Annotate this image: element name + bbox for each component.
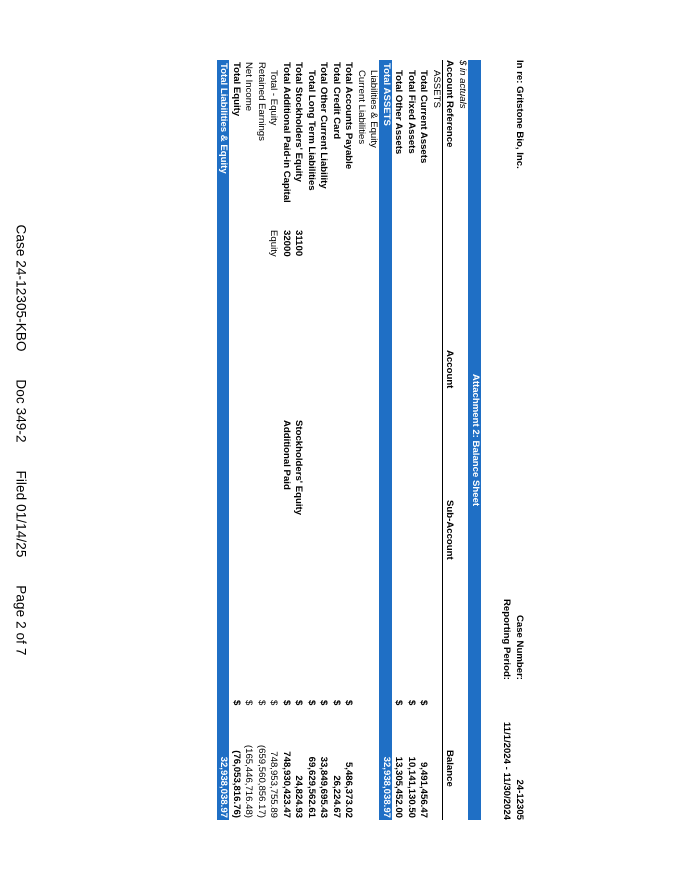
row-label: Total Credit Card: [331, 62, 342, 140]
row-label: Total Additional Paid-in Capital: [281, 62, 292, 203]
currency-symbol: $: [343, 700, 355, 706]
table-row: [367, 60, 380, 820]
currency-symbol: $: [406, 700, 417, 706]
court-filing-header: [6, 224, 36, 656]
row-label: Liabilities & Equity: [368, 70, 380, 148]
reporting-period-label: Reporting Period:: [501, 598, 513, 680]
table-row: [242, 60, 255, 820]
row-label: Total Long Term Liabilities: [306, 70, 317, 191]
row-label: Net Income: [243, 62, 255, 112]
currency-symbol: $: [306, 700, 317, 706]
units-note: $ in actuals: [457, 60, 468, 109]
balance-sheet-page: [215, 60, 525, 820]
row-account: 31100: [293, 230, 305, 257]
case-id: Case 24-12305-KBO: [13, 224, 29, 352]
table-row: [405, 60, 418, 820]
table-row: [255, 60, 268, 820]
row-balance: 24,824.93: [293, 775, 305, 818]
row-label: Total Fixed Assets: [406, 70, 417, 154]
row-label: Total Stockholders' Equity: [293, 62, 305, 182]
table-row: [230, 60, 243, 820]
currency-symbol: $: [231, 700, 242, 706]
row-label: Total Accounts Payable: [343, 62, 355, 170]
row-balance: 13,305,452.00: [393, 756, 405, 818]
currency-symbol: $: [293, 700, 305, 706]
row-label: Total ASSETS: [381, 63, 392, 126]
table-row: [380, 60, 393, 820]
row-label: Total Other Assets: [393, 70, 405, 155]
row-label: Retained Earnings: [256, 62, 267, 141]
currency-symbol: $: [243, 700, 255, 706]
row-account: Equity: [268, 230, 280, 257]
page-indicator: Page 2 of 7: [13, 585, 29, 656]
row-label: Total Current Assets: [418, 70, 430, 164]
row-label: Total Equity: [231, 62, 242, 117]
currency-symbol: $: [281, 700, 292, 706]
currency-symbol: $: [331, 700, 342, 706]
table-row: [292, 60, 305, 820]
row-balance: (76,053,816.76): [231, 750, 242, 818]
row-balance: 9,491,456.47: [418, 761, 430, 818]
row-balance: 69,629,562.61: [306, 756, 317, 818]
row-balance: (165,446,716.48): [243, 744, 255, 818]
row-account: 32000: [281, 230, 292, 257]
row-balance: 5,486,373.02: [343, 761, 355, 818]
currency-symbol: $: [256, 700, 267, 706]
case-number-label: Case Number:: [514, 614, 525, 680]
currency-symbol: $: [318, 700, 330, 706]
row-subaccount: Stockholders' Equity: [293, 420, 305, 516]
header-rule: [442, 60, 443, 820]
row-label: Current Liabilities: [356, 70, 367, 145]
row-balance: 32,938,038.97: [381, 756, 392, 818]
row-balance: 32,938,038.97: [218, 756, 230, 818]
currency-symbol: $: [418, 700, 430, 706]
table-row: [417, 60, 430, 820]
row-label: Total - Equity: [268, 70, 280, 126]
column-header-balance: Balance: [444, 750, 456, 787]
doc-number: Doc 349-2: [13, 379, 29, 443]
row-balance: (659,560,856.17): [256, 744, 267, 818]
column-header-subaccount: Sub-Account: [444, 500, 456, 560]
sheet-title: Attachment 2: Balance Sheet: [469, 60, 482, 820]
currency-symbol: $: [393, 700, 405, 706]
currency-symbol: $: [268, 700, 280, 706]
row-balance: 748,930,423.47: [281, 751, 292, 818]
table-row: [317, 60, 330, 820]
table-row: [267, 60, 280, 820]
table-row: [330, 60, 343, 820]
row-balance: 33,849,695.43: [318, 756, 330, 818]
column-header-reference: Account Reference: [444, 60, 456, 148]
table-row: [342, 60, 355, 820]
filed-date: Filed 01/14/25: [13, 470, 29, 558]
row-balance: 26,224.67: [331, 775, 342, 818]
row-balance: 10,141,130.50: [406, 756, 417, 818]
table-row: [217, 60, 230, 820]
row-balance: 748,953,755.89: [268, 751, 280, 818]
table-row: [305, 60, 318, 820]
table-row: [280, 60, 293, 820]
table-row: [355, 60, 368, 820]
row-label: Total Liabilities & Equity: [218, 63, 230, 174]
row-label: ASSETS: [431, 70, 442, 108]
row-subaccount: Additional Paid: [281, 420, 292, 490]
column-header-account: Account: [444, 350, 456, 389]
table-row: [430, 60, 443, 820]
row-label: Total Other Current Liability: [318, 62, 330, 189]
table-row: [392, 60, 405, 820]
reporting-period: 11/1/2024 - 11/30/2024: [501, 721, 513, 820]
debtor-name: In re: Gritstone Bio, Inc.: [514, 60, 525, 169]
case-number: 24-12305: [514, 779, 525, 820]
